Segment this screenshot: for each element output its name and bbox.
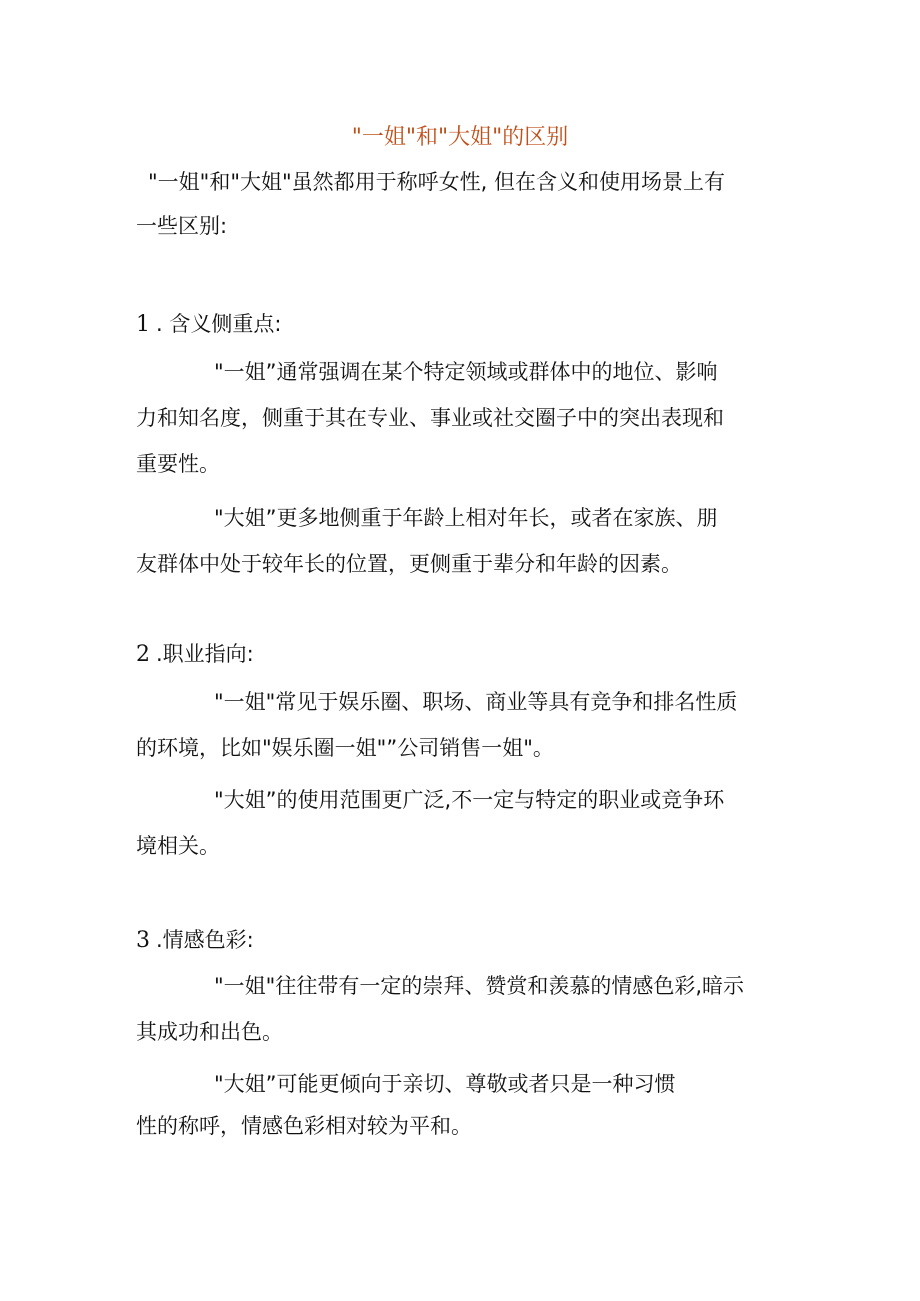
section-1-number: 1 bbox=[136, 312, 150, 337]
section-3-paragraph-1-line-1: "一姐"往往带有一定的崇拜、赞赏和羡慕的情感色彩,暗示 bbox=[214, 974, 744, 998]
section-1-heading bbox=[136, 310, 281, 339]
section-1-paragraph-1-line-2: 力和知名度，侧重于其在专业、事业或社交圈子中的突出表现和 bbox=[136, 406, 724, 430]
section-3-paragraph-2-line-1: "大姐”可能更倾向于亲切、尊敬或者只是一种习惯 bbox=[214, 1072, 676, 1096]
section-2-number: 2 bbox=[136, 642, 150, 667]
section-2-heading bbox=[136, 640, 254, 669]
section-3-paragraph-1-line-2: 其成功和出色。 bbox=[136, 1020, 283, 1044]
section-1-heading-text: . 含义侧重点: bbox=[156, 312, 282, 336]
section-2-paragraph-2-line-1: "大姐”的使用范围更广泛,不一定与特定的职业或竞争环 bbox=[214, 788, 725, 812]
section-2-paragraph-1-line-1: "一姐"常见于娱乐圈、职场、商业等具有竞争和排名性质 bbox=[214, 690, 738, 714]
document-title: "一姐"和"大姐"的区别 bbox=[351, 125, 569, 150]
section-3-number: 3 bbox=[136, 928, 150, 953]
intro-line-1: "一姐"和"大姐"虽然都用于称呼女性, 但在含义和使用场景上有 bbox=[148, 170, 725, 194]
section-2-paragraph-2-line-2: 境相关。 bbox=[136, 834, 220, 858]
intro-line-2: 一些区别: bbox=[136, 214, 228, 238]
section-1-paragraph-1-line-3: 重要性。 bbox=[136, 452, 220, 476]
section-3-paragraph-2-line-2: 性的称呼，情感色彩相对较为平和。 bbox=[136, 1114, 472, 1138]
section-1-paragraph-1-line-1: "一姐”通常强调在某个特定领域或群体中的地位、影响 bbox=[214, 360, 718, 384]
section-1-paragraph-2-line-2: 友群体中处于较年长的位置，更侧重于辈分和年龄的因素。 bbox=[136, 552, 682, 576]
section-3-heading bbox=[136, 926, 254, 955]
section-2-heading-text: .职业指向: bbox=[156, 642, 254, 666]
section-1-paragraph-2-line-1: "大姐”更多地侧重于年龄上相对年长，或者在家族、朋 bbox=[214, 506, 718, 530]
section-2-paragraph-1-line-2: 的环境，比如"娱乐圈一姐"”公司销售一姐"。 bbox=[136, 736, 554, 760]
section-3-heading-text: .情感色彩: bbox=[156, 928, 254, 952]
